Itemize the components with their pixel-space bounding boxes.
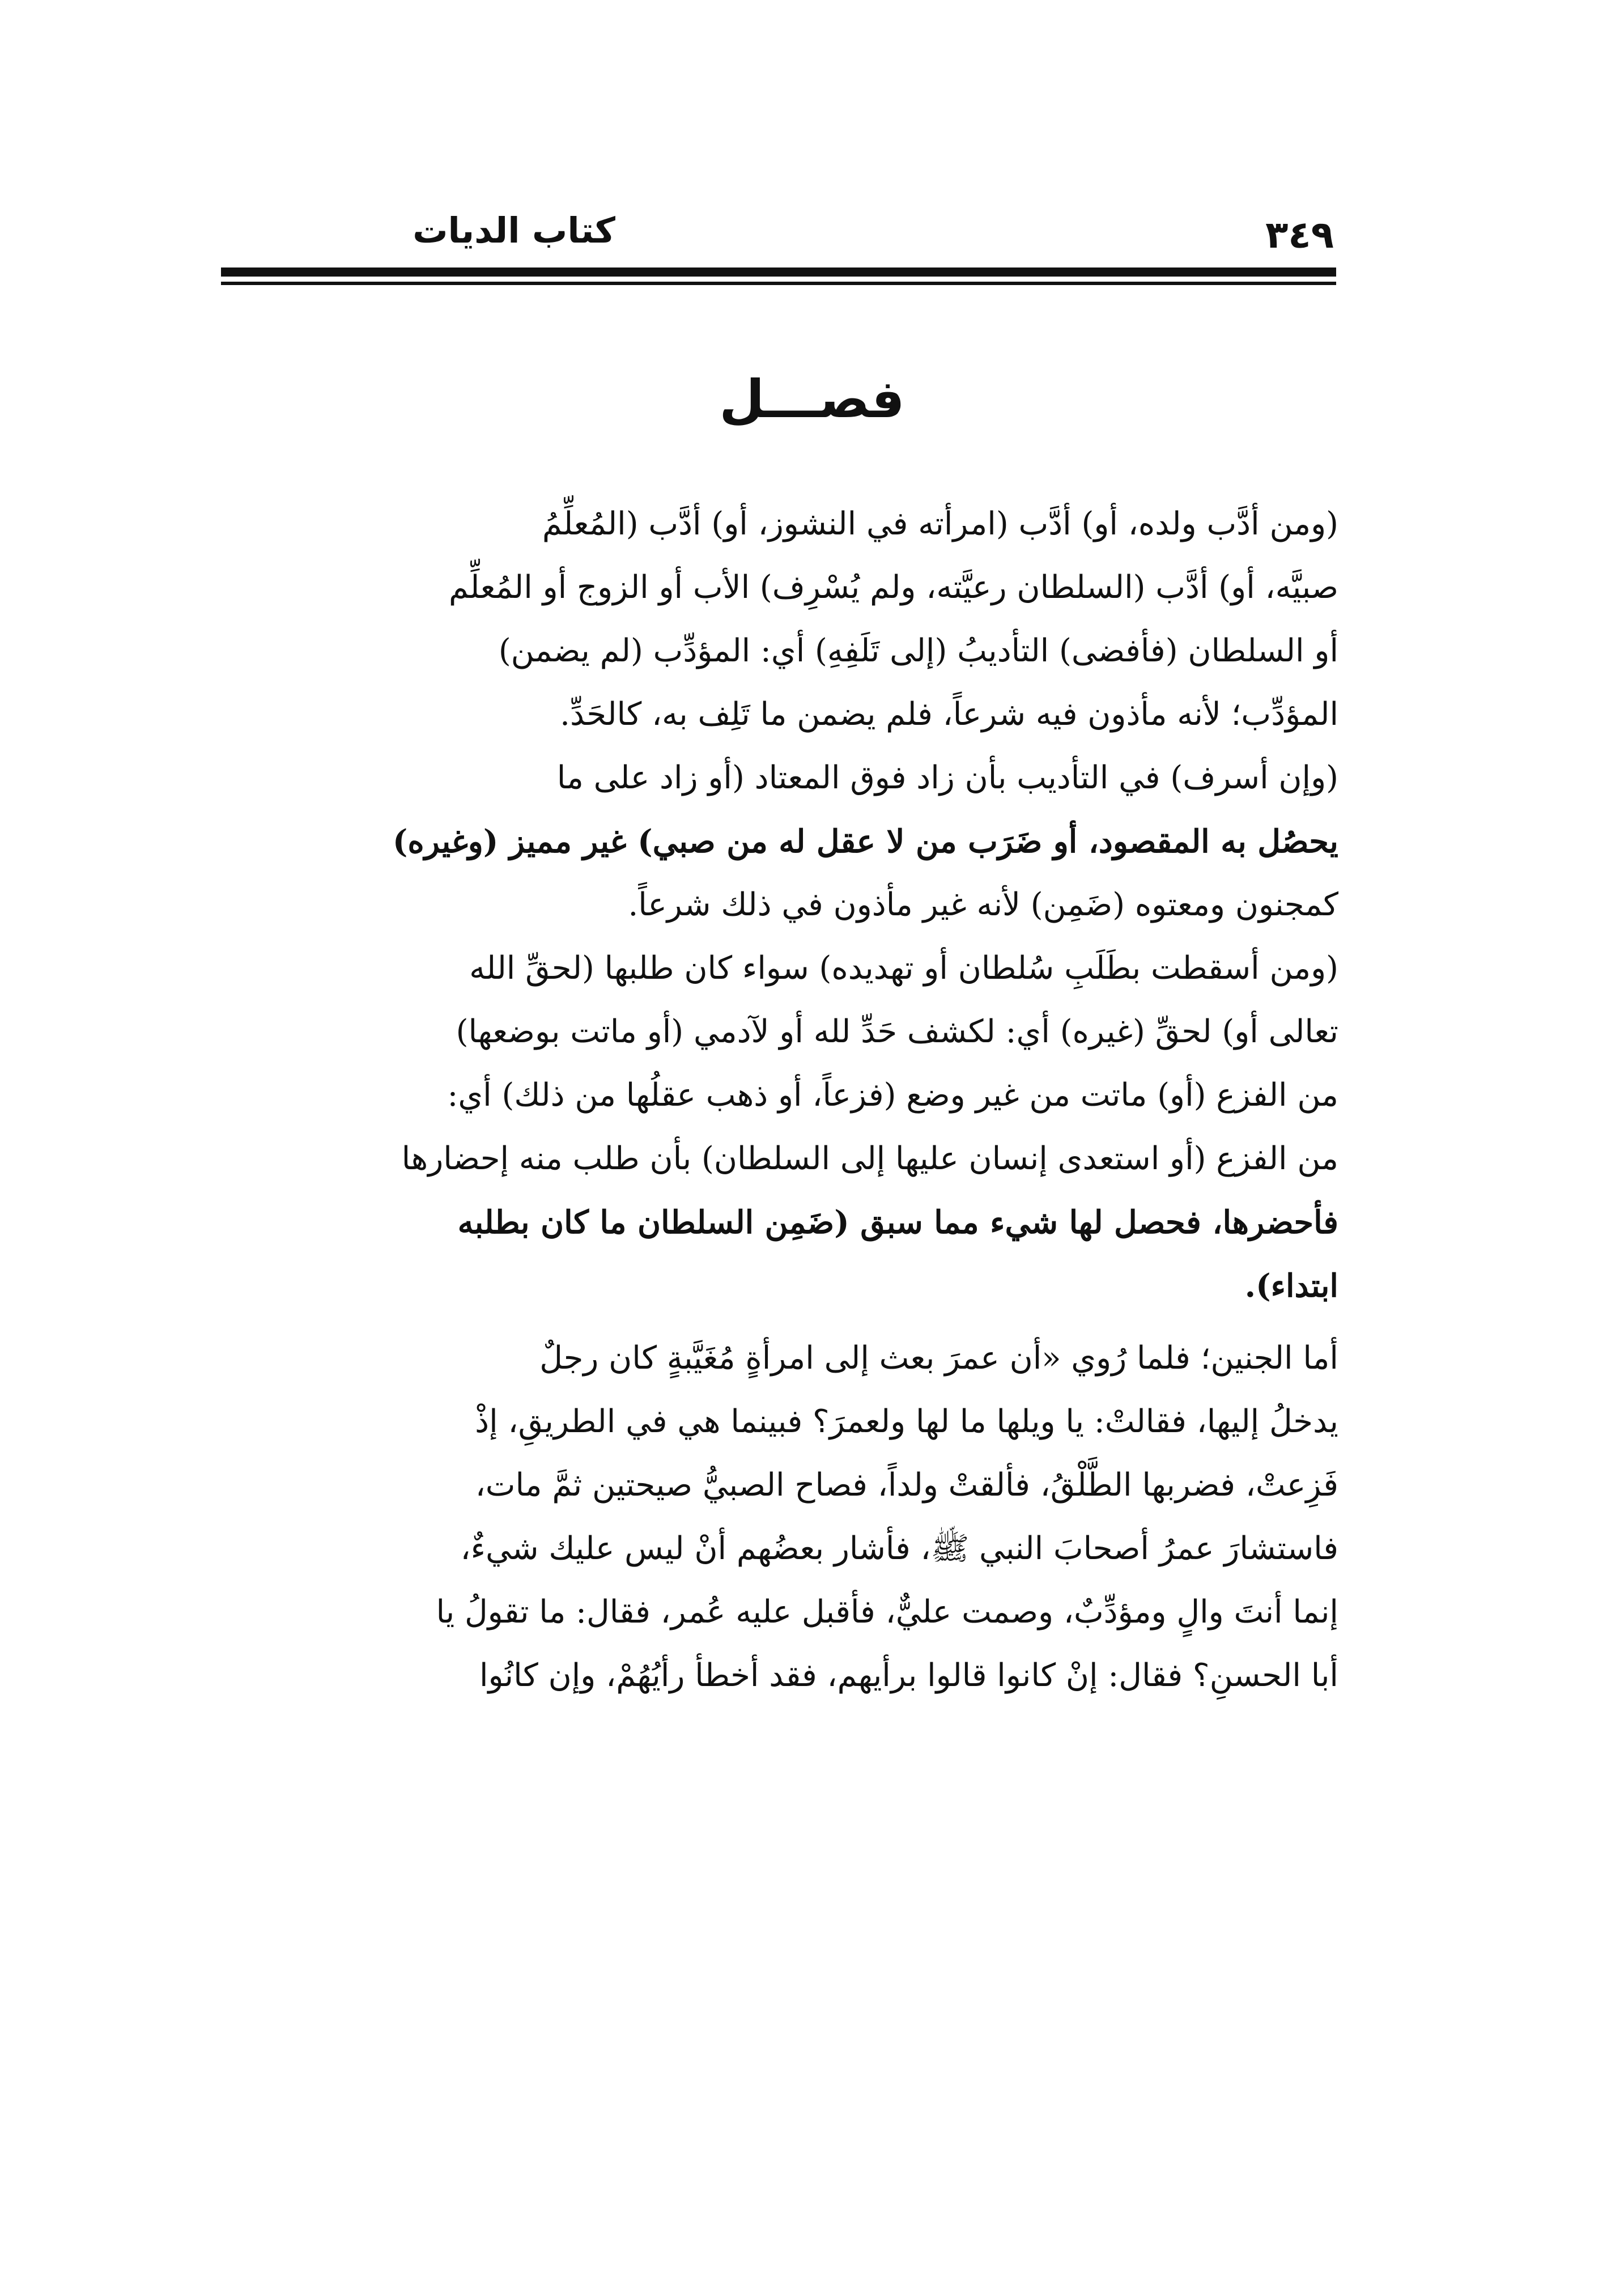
text-line: كمجنون ومعتوه (ضَمِن) لأنه غير مأذون في ذلك شرعاً. xyxy=(628,886,1338,923)
text-line: أو السلطان (فأفضى) التأديبُ (إلى تَلَفِهِ) أي: المؤدِّب (لم يضمن) xyxy=(498,632,1338,669)
header-divider-thin xyxy=(221,282,1336,285)
header-divider-thick xyxy=(221,267,1336,277)
text-line: يحصُل به المقصود، أو ضَرَب من لا عقل له من صبي) غير مميز (وغيره) xyxy=(392,823,1338,860)
running-header xyxy=(224,205,1334,267)
text-line: المؤدِّب؛ لأنه مأذون فيه شرعاً، فلم يضمن ما تَلِف به، كالحَدِّ. xyxy=(560,696,1338,733)
text-line: (وإن أسرف) في التأديب بأن زاد فوق المعتاد (أو زاد على ما xyxy=(556,759,1338,796)
page-number: ٣٤٩ xyxy=(1265,213,1334,257)
text-line: أما الجنين؛ فلما رُوي «أن عمرَ بعث إلى امرأةٍ مُغَيَّبةٍ كان رجلٌ xyxy=(539,1340,1338,1377)
text-line: صبيَّه، أو) أدَّب (السلطان رعيَّته، ولم يُسْرِف) الأب أو الزوج أو المُعلِّم xyxy=(448,569,1338,606)
text-line: (ومن أدَّب ولده، أو) أدَّب (امرأته في النشوز، أو) أدَّب (المُعلِّمُ xyxy=(542,506,1338,542)
text-line: فأحضرها، فحصل لها شيء مما سبق (ضَمِن السلطان ما كان بطلبه xyxy=(457,1204,1338,1241)
text-line: (ومن أسقطت بطَلَبِ سُلطان أو تهديده) سواء كان طلبها (لحقِّ الله xyxy=(469,950,1338,987)
book-title: كتاب الديات xyxy=(413,210,615,251)
section-heading: فصـــل xyxy=(719,369,905,430)
text-line: فَزِعتْ، فضربها الطَّلْقُ، فألقتْ ولداً، فصاح الصبيُّ صيحتين ثمَّ مات، xyxy=(475,1467,1338,1504)
text-line: يدخلُ إليها، فقالتْ: يا ويلها ما لها ولعمرَ؟ فبينما هي في الطريقِ، إذْ xyxy=(475,1403,1338,1440)
text-line: فاستشارَ عمرُ أصحابَ النبي ﷺ، فأشار بعضُهم أنْ ليس عليك شيءٌ، xyxy=(460,1530,1338,1567)
text-line: من الفزع (أو استعدى إنسان عليها إلى السلطان) بأن طلب منه إحضارها xyxy=(401,1140,1338,1177)
text-line: ابتداء). xyxy=(1244,1267,1338,1305)
text-line: إنما أنتَ والٍ ومؤدِّبٌ، وصمت عليٌّ، فأقبل عليه عُمر، فقال: ما تقولُ يا xyxy=(436,1594,1338,1630)
text-line: تعالى أو) لحقِّ (غيره) أي: لكشف حَدِّ لله أو لآدمي (أو ماتت بوضعها) xyxy=(456,1013,1338,1050)
text-line: أبا الحسنِ؟ فقال: إنْ كانوا قالوا برأيهم، فقد أخطأ رأيُهُمْ، وإن كانُوا xyxy=(479,1657,1338,1694)
text-line: من الفزع (أو) ماتت من غير وضع (فزعاً، أو ذهب عقلُها من ذلك) أي: xyxy=(447,1077,1338,1114)
